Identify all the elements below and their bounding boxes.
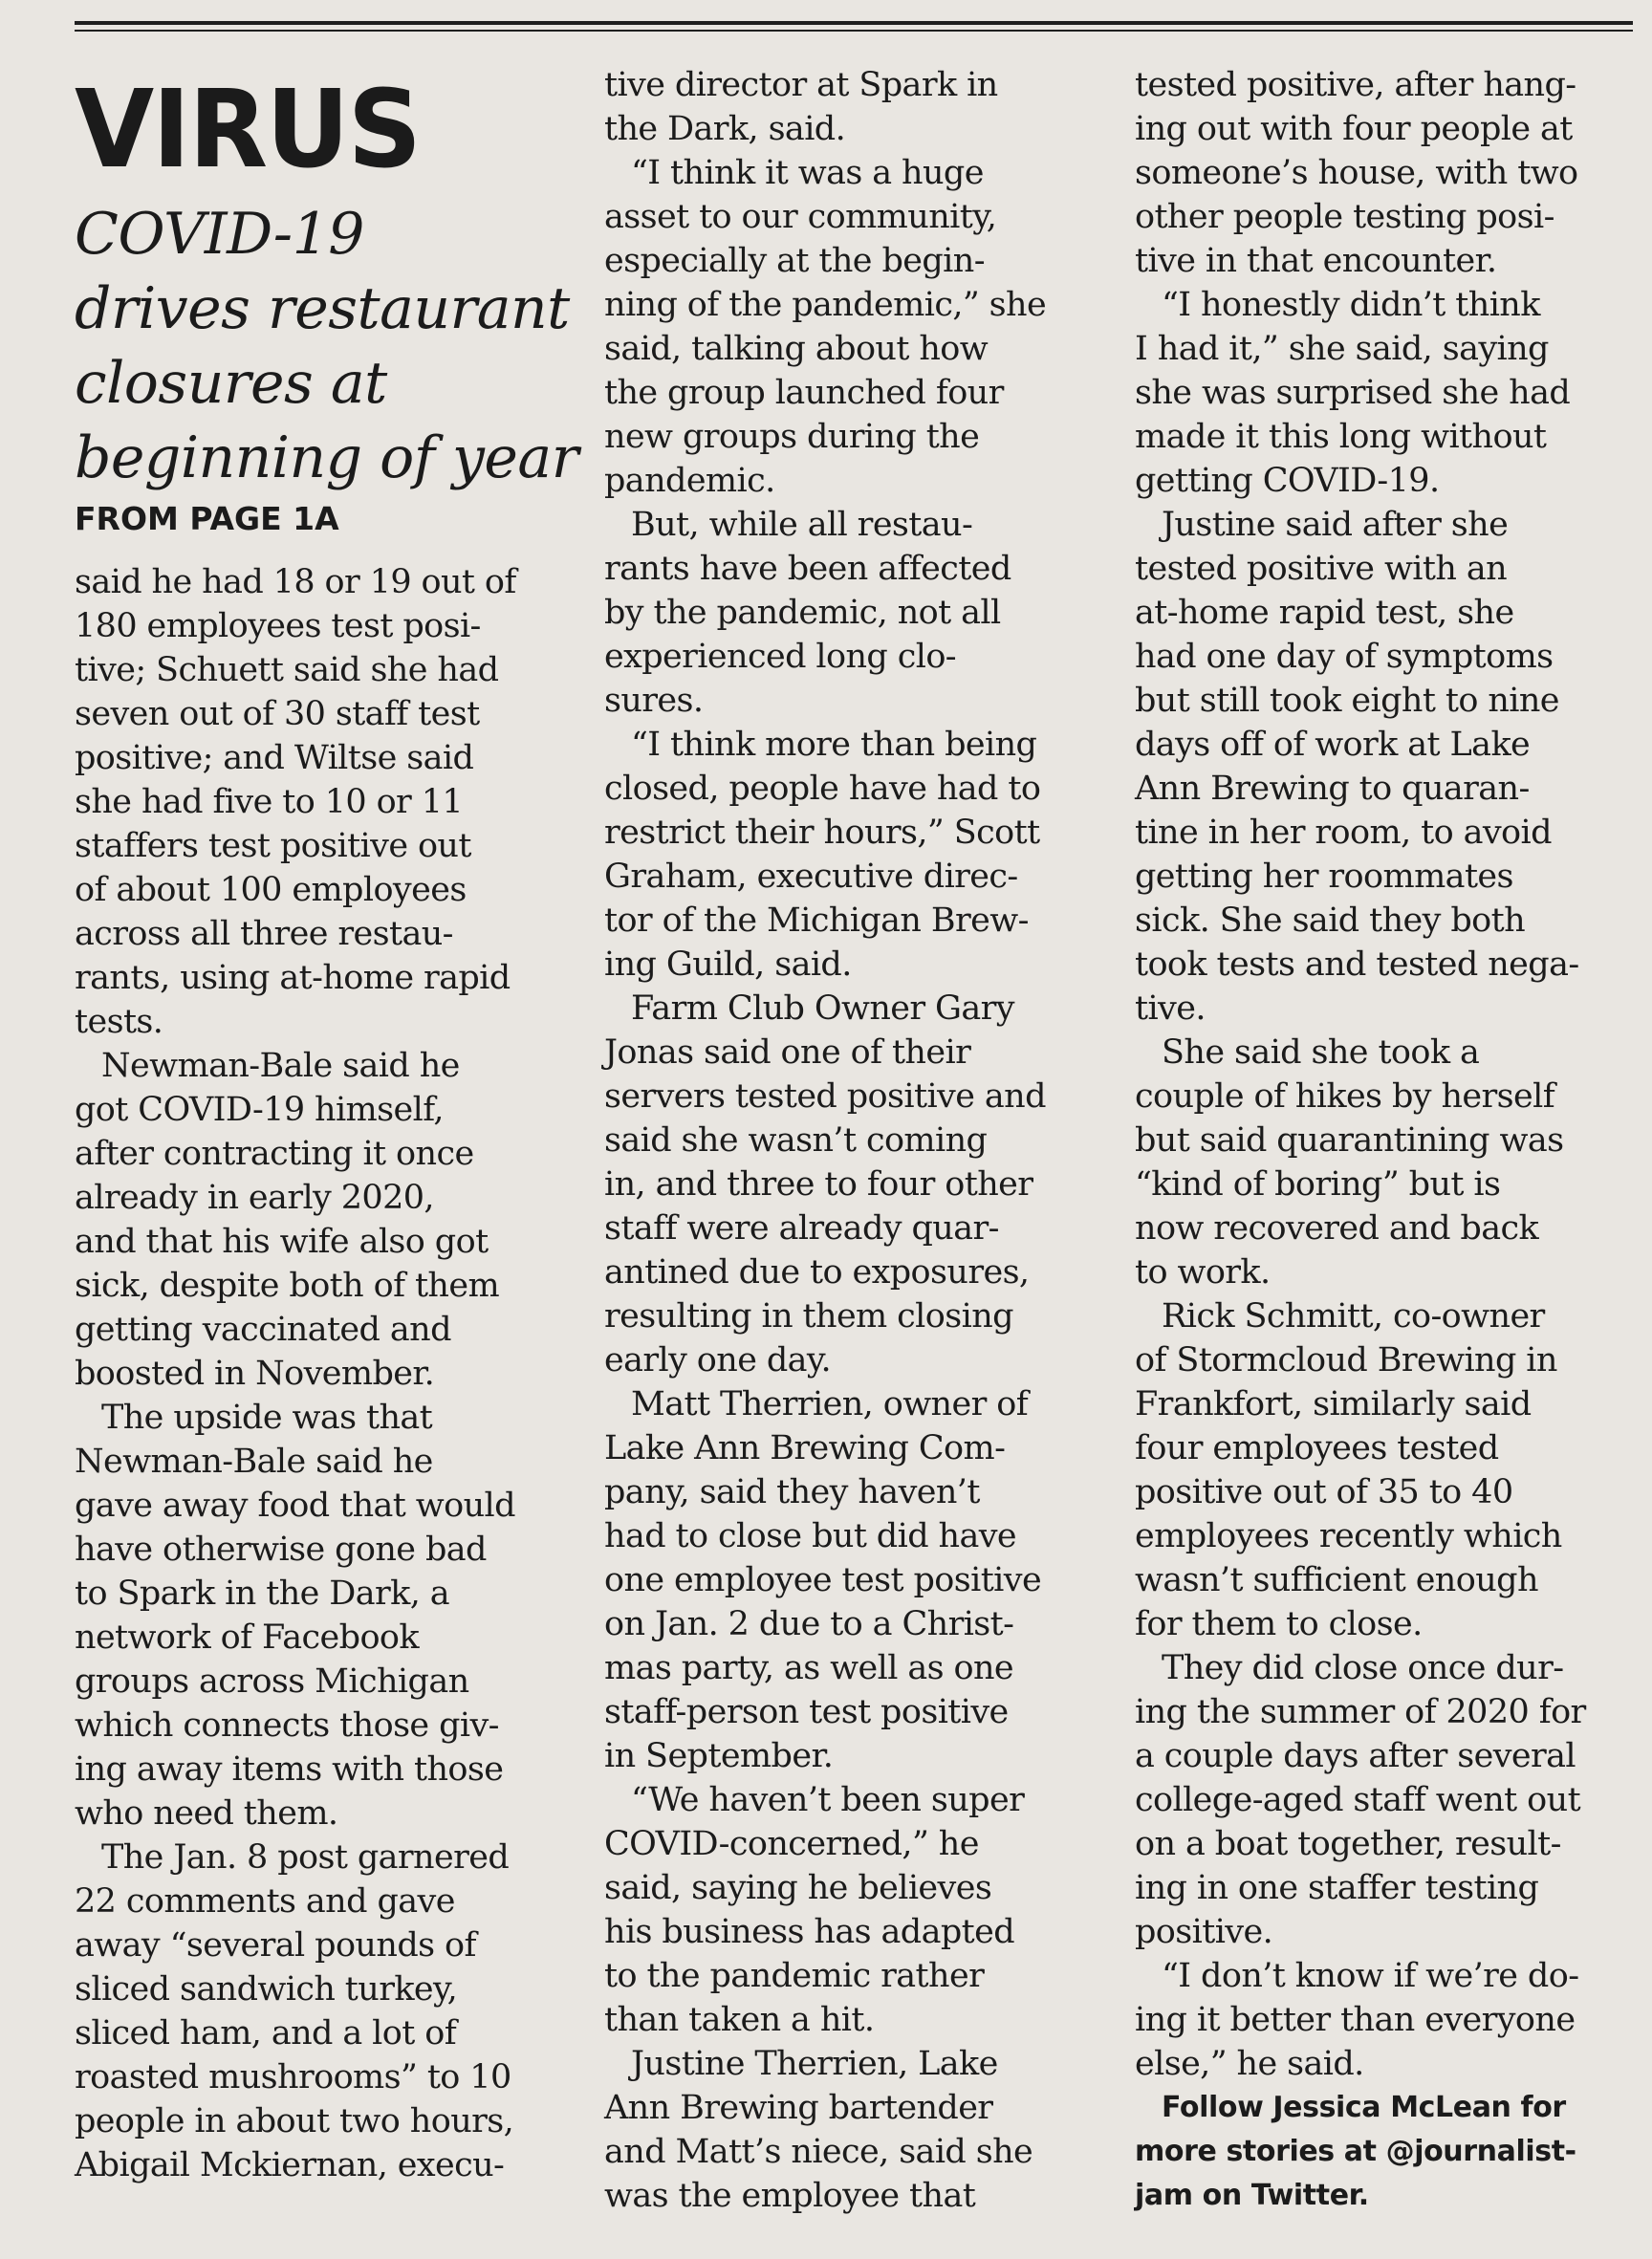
paragraph: “I don’t know if we’re do- ing it better than everyone else,” he said. [1135, 1957, 1579, 2083]
headline-text: COVID-19 drives restaurant closures at beginning of year [75, 201, 578, 491]
paragraph: Rick Schmitt, co-owner of Stormcloud Brewing in Frankfort, similarly said four employees tested positive out of 35 to 40 employees recently which wasn’t sufficient enough for them to close. [1135, 1297, 1562, 1643]
paragraph: But, while all restau- rants have been affected by the pandemic, not all experienced long clo- sures. [604, 506, 1011, 720]
column-2 [604, 63, 1140, 2218]
paragraph: Justine Therrien, Lake Ann Brewing bartender and Matt’s niece, said she was the employee that [604, 2045, 1033, 2215]
paragraph: The upside was that Newman-Bale said he gave away food that would have otherwise gone bad to Spark in the Dark, a network of Facebook groups across Michigan which connects those giv- ing away items with those who need them. [75, 1399, 515, 1833]
paragraph: Justine said after she tested positive with an at-home rapid test, she had one day of symptoms but still took eight to nine days off of work at Lake Ann Brewing to quaran- tine in her room, to avoid getting her roommates sick. She said they both took tests and tested nega- tive. [1135, 506, 1579, 1028]
paragraph: Matt Therrien, owner of Lake Ann Brewing Com- pany, said they haven’t had to close but did have one employee test positive on Jan. 2 due to a Christ- mas party, as well as one staff-person test positive in September. [604, 1385, 1042, 1775]
top-rule [75, 21, 1633, 25]
paragraph: “We haven’t been super COVID-concerned,” he said, saying he believes his business has adapted to the pandemic rather than taken a hit. [604, 1781, 1025, 2039]
column-1 [75, 63, 581, 2187]
column-3-body [1135, 63, 1652, 2086]
headline [75, 197, 581, 495]
paragraph: said he had 18 or 19 out of 180 employees test posi- tive; Schuett said she had seven out of 30 staff test positive; and Wiltse said she had five to 10 or 11 staffers test positive out of about 100 employees across all three restau- rants, using at-home rapid tests. [75, 563, 516, 1041]
column-1-body [75, 560, 581, 2187]
paragraph: They did close once dur- ing the summer of 2020 for a couple days after several college-aged staff went out on a boat together, result- ing in one staffer testing positive. [1135, 1649, 1586, 1951]
paragraph: “I think it was a huge asset to our community, especially at the begin- ning of the pandemic,” she said, talking about how the group launched four new groups during the pandemic. [604, 154, 1047, 500]
top-rule-thin [75, 30, 1633, 32]
paragraph: tive director at Spark in the Dark, said. [604, 66, 998, 148]
paragraph: She said she took a couple of hikes by herself but said quarantining was “kind of boring” but is now recovered and back to work. [1135, 1033, 1564, 1292]
column-3 [1135, 63, 1652, 2218]
section-kicker: VIRUS [75, 68, 421, 192]
paragraph: “I think more than being closed, people have had to restrict their hours,” Scott Graham, executive direc- tor of the Michigan Brew- ing Guild, said. [604, 726, 1041, 984]
paragraph: “I honestly didn’t think I had it,” she said, saying she was surprised she had made it this long without getting COVID-19. [1135, 286, 1571, 500]
paragraph: tested positive, after hang- ing out with four people at someone’s house, with two other people testing posi- tive in that encounter. [1135, 66, 1578, 280]
jump-line: FROM PAGE 1A [75, 500, 339, 537]
paragraph: Newman-Bale said he got COVID-19 himself, after contracting it once already in early 2020, and that his wife also got sick, despite both of them getting vaccinated and boosted in November. [75, 1047, 500, 1393]
author-tagline: Follow Jessica McLean for more stories at @journalist- jam on Twitter. [1135, 2091, 1576, 2212]
column-2-body [604, 63, 1140, 2218]
paragraph: Farm Club Owner Gary Jonas said one of their servers tested positive and said she wasn’t coming in, and three to four other staff were already quar- antined due to exposures, resulting in them closing early one day. [604, 989, 1046, 1379]
paragraph: The Jan. 8 post garnered 22 comments and gave away “several pounds of sliced sandwich turkey, sliced ham, and a lot of roasted mushrooms” to 10 people in about two hours, Abigail Mckiernan, execu- [75, 1838, 514, 2184]
